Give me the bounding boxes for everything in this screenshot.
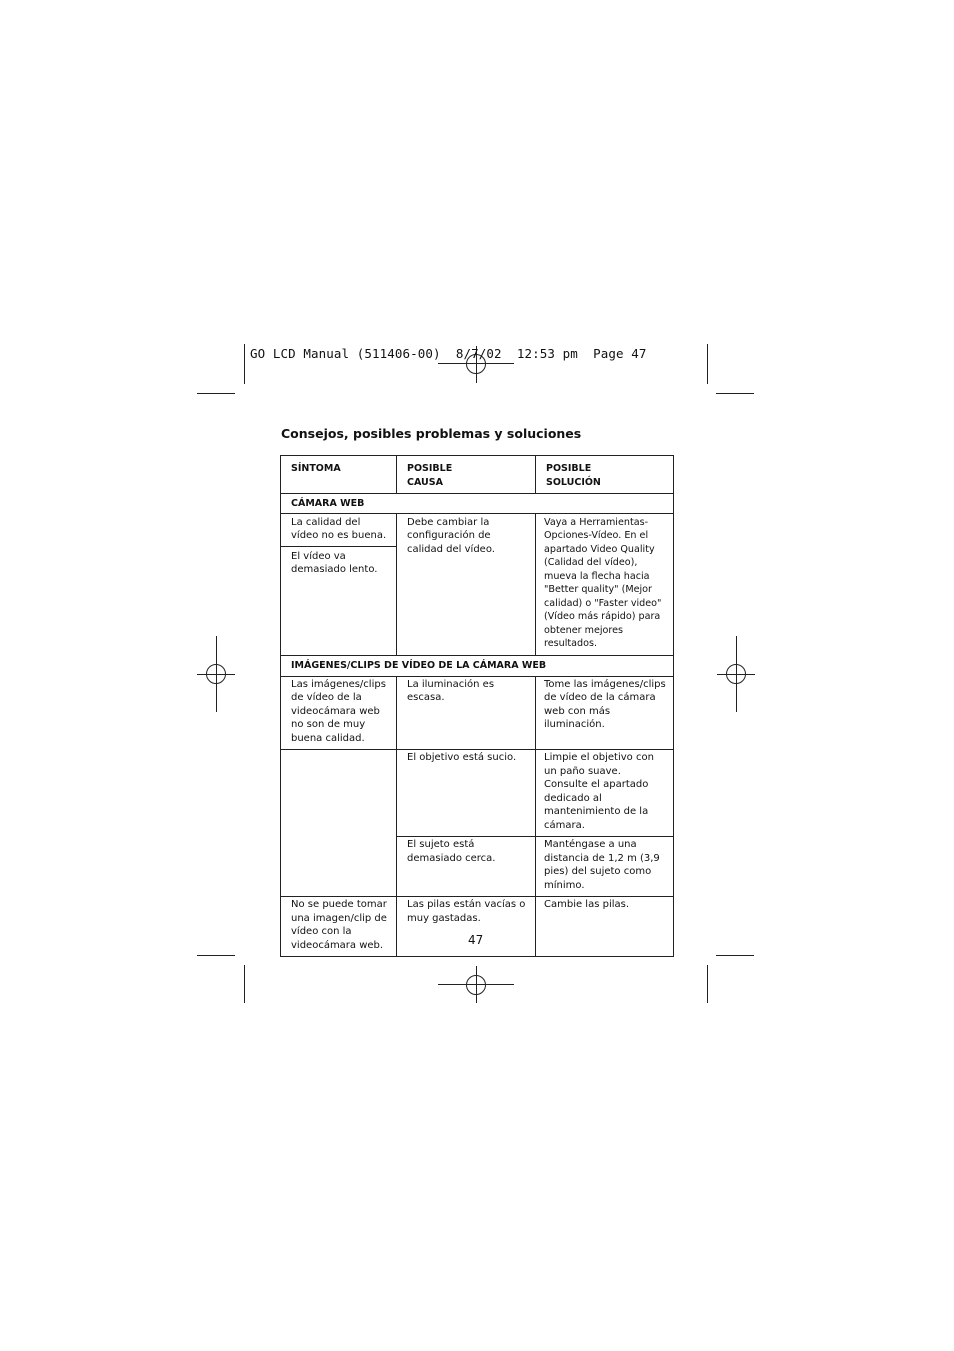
symptom-text: El vídeo va demasiado lento. (291, 550, 378, 575)
solution-text: Cambie las pilas. (544, 899, 630, 910)
cause-cell (397, 897, 536, 957)
solution-text: Manténgase a una distancia de 1,2 m (3,9 pies) del sujeto como mínimo. (544, 839, 660, 891)
cause-text: Las pilas están vacías o muy gastadas. (407, 899, 526, 924)
symptom-text: No se puede tomar una imagen/clip de vídeo con la videocámara web. (291, 899, 387, 951)
table-row (281, 676, 674, 750)
cause-text: Debe cambiar la configuración de calidad del vídeo. (407, 516, 495, 555)
cause-text: El objetivo está sucio. (407, 752, 517, 763)
crop-mark-top-right-vertical (707, 344, 708, 384)
header-cause: POSIBLE CAUSA (397, 456, 536, 494)
cause-cell (397, 676, 536, 750)
solution-text: Tome las imágenes/clips de vídeo de la cámara web con más iluminación. (544, 678, 666, 730)
section-title-images-clips: IMÁGENES/CLIPS DE VÍDEO DE LA CÁMARA WEB (281, 655, 674, 676)
table-header-row (281, 456, 674, 494)
solution-text: Vaya a Herramientas-Opciones-Vídeo. En el apartado Video Quality (Calidad del vídeo), mueva la flecha hacia "Better quality" (Mejor calidad) o "Faster video" (Vídeo más rápido) para obtener mejores resultados. (544, 516, 662, 649)
cause-text: La iluminación es escasa. (407, 678, 495, 703)
cause-cell (397, 837, 536, 897)
solution-cell (536, 676, 674, 750)
symptom-cell (281, 897, 397, 957)
troubleshooting-table (280, 455, 674, 957)
crop-mark-top-left-vertical (244, 344, 245, 384)
symptom-cell-empty (281, 750, 397, 897)
table-row (281, 513, 674, 655)
symptom-text: Las imágenes/clips de vídeo de la videocámara web no son de muy buena calidad. (291, 678, 386, 744)
crop-mark-bottom-left-horizontal (197, 955, 235, 956)
solution-cell (536, 750, 674, 837)
header-solution: POSIBLE SOLUCIÓN (536, 456, 674, 494)
section-title-webcam: CÁMARA WEB (281, 494, 674, 514)
section-row-images-clips (281, 655, 674, 676)
crop-mark-top-right-horizontal (716, 393, 754, 394)
solution-cell (536, 513, 674, 655)
cell-divider (281, 546, 396, 547)
crop-mark-bottom-left-vertical (244, 965, 245, 1003)
symptom-text: La calidad del vídeo no es buena. (291, 516, 387, 541)
solution-cell (536, 897, 674, 957)
solution-cell (536, 837, 674, 897)
page-title: Consejos, posibles problemas y soluciones (281, 426, 582, 441)
cause-cell (397, 513, 536, 655)
crop-mark-bottom-right-horizontal (716, 955, 754, 956)
table-row (281, 750, 674, 837)
symptom-cell (281, 513, 397, 655)
crop-mark-top-left-horizontal (197, 393, 235, 394)
symptom-cell (281, 676, 397, 750)
crop-mark-bottom-right-vertical (707, 965, 708, 1003)
cause-text: El sujeto está demasiado cerca. (407, 839, 496, 864)
print-slug-line: GO LCD Manual (511406-00) 8/7/02 12:53 pm Page 47 (250, 346, 647, 361)
solution-text: Limpie el objetivo con un paño suave. Consulte el apartado dedicado al mantenimiento de la cámara. (544, 752, 654, 831)
page-number: 47 (468, 933, 484, 947)
header-symptom: SÍNTOMA (281, 456, 397, 494)
section-row-webcam (281, 494, 674, 514)
table-row (281, 897, 674, 957)
cause-cell (397, 750, 536, 837)
